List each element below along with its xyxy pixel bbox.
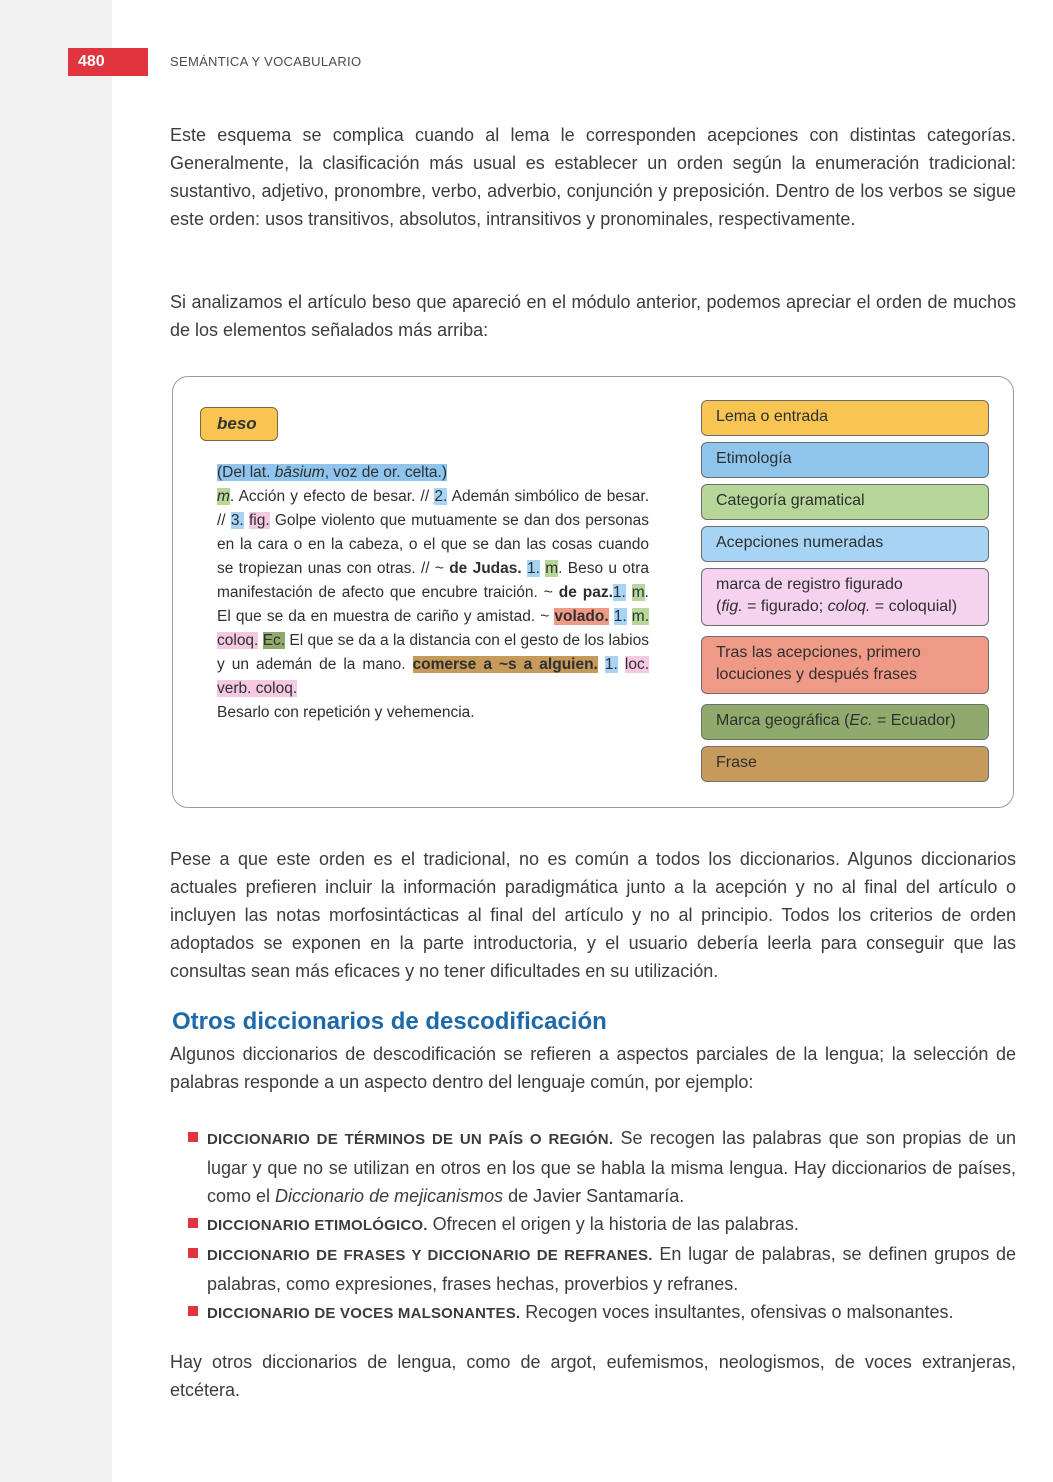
- bullet-icon: [188, 1248, 198, 1258]
- category-highlight: m: [217, 488, 230, 505]
- legend-register-mark: marca de registro figurado (fig. = figurado; coloq. = coloquial): [701, 568, 989, 626]
- section-heading: Otros diccionarios de descodificación: [172, 1008, 607, 1035]
- sense-number: 1.: [604, 656, 618, 673]
- sense-number: 2.: [434, 488, 448, 505]
- intro-paragraph-1: Este esquema se complica cuando al lema le corresponden acepciones con distintas categorías. Generalmente, la clasificación más usual es establecer un orden según la enumeración tradicional: sustantivo, adjetivo, pronombre, verbo, adverbio, conjunción y preposición. Dentro de los verbos se sigue este orden: usos transitivos, absolutos, intransitivos y pronominales, respectivamente.: [170, 125, 1016, 229]
- bullet-icon: [188, 1306, 198, 1316]
- category-highlight: m: [631, 584, 645, 601]
- sense-number: 3.: [230, 512, 244, 529]
- running-header: SEMÁNTICA Y VOCABULARIO: [170, 54, 362, 69]
- legend-numbered-senses: Acepciones numeradas: [701, 526, 989, 562]
- locution: de Judas.: [449, 560, 522, 577]
- register-mark: fig.: [248, 512, 270, 529]
- dictionary-entry-text: (Del lat. bāsium, voz de or. celta.) m. Acción y efecto de besar. // 2. Ademán simbólico de besar. // 3. fig. Golpe violento que mutuamente se dan dos personas en la cara o en la cabeza, o el que se dan las cosas cuando se tropiezan unas con otras. // ~ de Judas. 1. m. Beso u otra manifestación de afecto que encubre traición. ~ de paz.1. m. El que se da en muestra de cariño y amistad. ~ volado. 1. m. coloq. Ec. El que se da a la distancia con el gesto de los labios y un ademán de la mano. comerse a ~s a alguien. 1. loc. verb. coloq. Besarlo con repetición y vehemencia.: [217, 464, 650, 721]
- locution-highlight: volado.: [554, 608, 609, 625]
- body-paragraph-5: Hay otros diccionarios de lengua, como de argot, eufemismos, neologismos, de voces extranjeras, etcétera.: [170, 1352, 1016, 1400]
- sense-number: 1.: [527, 560, 540, 577]
- list-item: DICCIONARIO DE VOCES MALSONANTES. Recogen voces insultantes, ofensivas o malsonantes.: [188, 1298, 1016, 1328]
- body-paragraph-3: Pese a que este orden es el tradicional, no es común a todos los diccionarios. Algunos diccionarios actuales prefieren incluir la información paradigmática junto a la acepción y no al final del artículo o incluyen las notas morfosintácticas al final del artículo y no al principio. Todos los criterios de orden adoptados se exponen en la parte introductoria, y el usuario debería leerla para conseguir que las consultas sean más eficaces y no tener dificultades en su utilización.: [170, 849, 1016, 981]
- lemma-label: beso: [200, 407, 278, 441]
- page-margin-strip: [0, 0, 112, 1482]
- list-item: DICCIONARIO ETIMOLÓGICO. Ofrecen el origen y la historia de las palabras.: [188, 1210, 1016, 1240]
- list-item: DICCIONARIO DE TÉRMINOS DE UN PAÍS O REGIÓN. Se recogen las palabras que son propias de un lugar y que no se utilizan en otros en los que se habla la misma lengua. Hay diccionarios de países, como el Diccionario de mejicanismos de Javier Santamaría.: [188, 1124, 1016, 1210]
- legend-lemma: Lema o entrada: [701, 400, 989, 436]
- dictionary-types-list: [188, 1124, 1016, 1328]
- bullet-icon: [188, 1132, 198, 1142]
- page-number: 480: [68, 48, 148, 76]
- legend-phrase: Frase: [701, 746, 989, 782]
- bullet-icon: [188, 1218, 198, 1228]
- register-mark: loc. verb. coloq.: [217, 656, 649, 697]
- category-highlight: m: [545, 560, 559, 577]
- dictionary-entry-diagram: [172, 376, 1014, 808]
- sense-number: 1.: [612, 584, 626, 601]
- phrase-highlight: comerse a ~s a alguien.: [412, 656, 598, 673]
- legend-etymology: Etimología: [701, 442, 989, 478]
- register-mark: coloq.: [217, 632, 259, 649]
- body-paragraph-4: Algunos diccionarios de descodificación se refieren a aspectos parciales de la lengua; la selección de palabras responde a un aspecto dentro del lenguaje común, por ejemplo:: [170, 1044, 1016, 1092]
- geographic-mark: Ec.: [262, 632, 286, 649]
- legend-geographic-mark: Marca geográfica (Ec. = Ecuador): [701, 704, 989, 740]
- sense-number: 1.: [613, 608, 627, 625]
- etymology-highlight: (Del lat. bāsium, voz de or. celta.): [217, 464, 448, 481]
- intro-paragraph-2: Si analizamos el artículo beso que apareció en el módulo anterior, podemos apreciar el orden de muchos de los elementos señalados más arriba:: [170, 292, 1016, 340]
- legend-locutions-phrases: Tras las acepciones, primero locuciones y después frases: [701, 636, 989, 694]
- legend-grammatical-category: Categoría gramatical: [701, 484, 989, 520]
- locution: de paz.: [558, 584, 613, 601]
- list-item: DICCIONARIO DE FRASES Y DICCIONARIO DE REFRANES. En lugar de palabras, se definen grupos de palabras, como expresiones, frases hechas, proverbios y refranes.: [188, 1240, 1016, 1298]
- category-highlight: m.: [631, 608, 650, 625]
